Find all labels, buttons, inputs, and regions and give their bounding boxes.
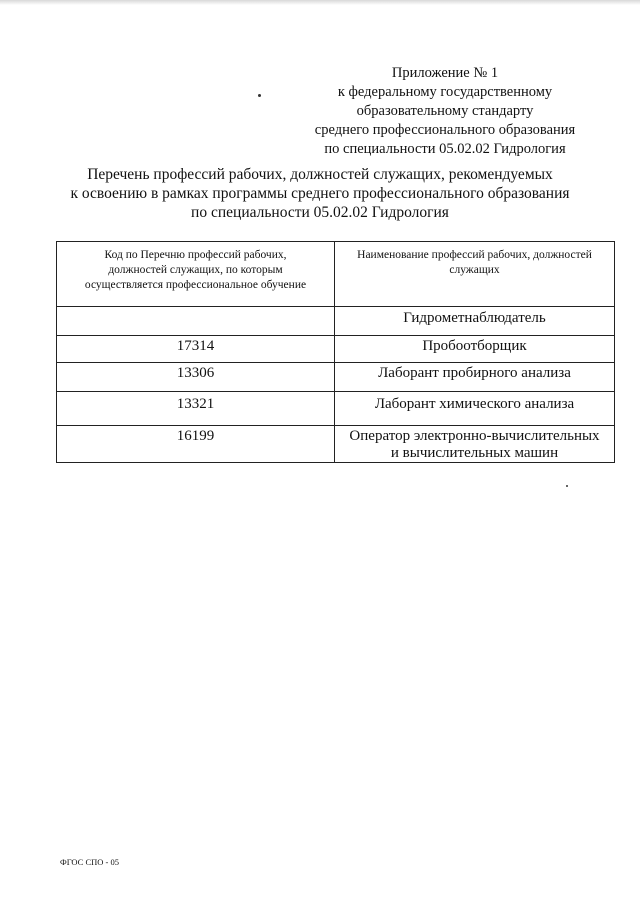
page-top-edge	[0, 0, 640, 5]
table-row	[57, 307, 615, 336]
header-code: Код по Перечню профессий рабочих, должностей служащих, по которым осуществляется профессиональное обучение	[57, 242, 335, 307]
appendix-header	[300, 64, 590, 159]
table-row	[57, 426, 615, 463]
appendix-line-2: к федеральному государственному	[337, 84, 553, 100]
cell-name: Пробоотборщик	[335, 336, 615, 363]
cell-code	[57, 307, 335, 336]
document-title	[70, 165, 570, 222]
cell-name: Лаборант химического анализа	[335, 392, 615, 426]
cell-name: Лаборант пробирного анализа	[335, 363, 615, 392]
professions-table	[56, 241, 615, 463]
table-row	[57, 336, 615, 363]
cell-name: Оператор электронно-вычислительных и вычислительных машин	[335, 426, 615, 463]
appendix-line-5: по специальности 05.02.02 Гидрология	[324, 141, 566, 157]
title-line-1: Перечень профессий рабочих, должностей служащих, рекомендуемых	[87, 166, 553, 183]
cell-code: 13306	[57, 363, 335, 392]
title-line-2: к освоению в рамках программы среднего профессионального образования	[70, 185, 570, 202]
page-footer: ФГОС СПО - 05	[60, 857, 119, 867]
table-header-row	[57, 242, 615, 307]
table-row	[57, 363, 615, 392]
appendix-line-3: образовательному стандарту	[356, 103, 534, 119]
appendix-line-4: среднего профессионального образования	[314, 122, 576, 138]
appendix-number: Приложение № 1	[391, 65, 499, 81]
header-name: Наименование профессий рабочих, должностей служащих	[335, 242, 615, 307]
cell-code: 17314	[57, 336, 335, 363]
cell-code: 16199	[57, 426, 335, 463]
cell-name: Гидрометнаблюдатель	[335, 307, 615, 336]
scan-speck	[566, 485, 568, 487]
cell-code: 13321	[57, 392, 335, 426]
table-row	[57, 392, 615, 426]
title-line-3: по специальности 05.02.02 Гидрология	[191, 204, 449, 221]
scan-dot	[258, 94, 261, 97]
